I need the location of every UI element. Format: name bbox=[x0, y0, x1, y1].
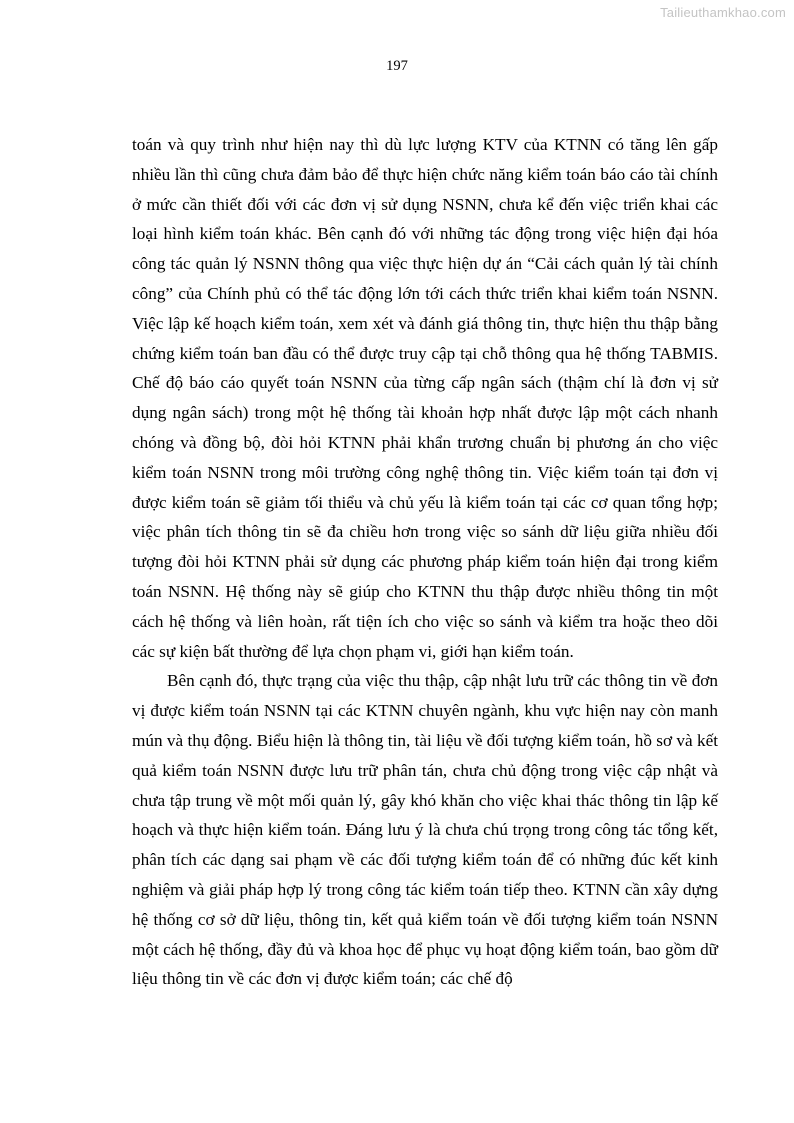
watermark: Tailieuthamkhao.com bbox=[660, 5, 786, 20]
paragraph: toán và quy trình như hiện nay thì dù lực lượng KTV của KTNN có tăng lên gấp nhiều lần thì cũng chưa đảm bảo để thực hiện chức năng kiểm toán báo cáo tài chính ở mức cần thiết đối với các đơn vị sử dụng NSNN, chưa kể đến việc triển khai các loại hình kiểm toán khác. Bên cạnh đó với những tác động trong việc hiện đại hóa công tác quản lý NSNN thông qua việc thực hiện dự án “Cải cách quản lý tài chính công” của Chính phủ có thể tác động lớn tới cách thức triển khai kiểm toán NSNN. Việc lập kế hoạch kiểm toán, xem xét và đánh giá thông tin, thực hiện thu thập bằng chứng kiểm toán ban đầu có thể được truy cập tại chỗ thông qua hệ thống TABMIS. Chế độ báo cáo quyết toán NSNN của từng cấp ngân sách (thậm chí là đơn vị sử dụng ngân sách) trong một hệ thống tài khoản hợp nhất được lập một cách nhanh chóng và đồng bộ, đòi hỏi KTNN phải khẩn trương chuẩn bị phương án cho việc kiểm toán NSNN trong môi trường công nghệ thông tin. Việc kiểm toán tại đơn vị được kiểm toán sẽ giảm tối thiểu và chủ yếu là kiểm toán tại các cơ quan tổng hợp; việc phân tích thông tin sẽ đa chiều hơn trong việc so sánh dữ liệu giữa nhiều đối tượng đòi hỏi KTNN phải sử dụng các phương pháp kiểm toán hiện đại trong kiểm toán NSNN. Hệ thống này sẽ giúp cho KTNN thu thập được nhiều thông tin một cách hệ thống và liên hoàn, rất tiện ích cho việc so sánh và kiểm tra hoặc theo dõi các sự kiện bất thường để lựa chọn phạm vi, giới hạn kiểm toán. bbox=[132, 135, 718, 661]
page-number: 197 bbox=[386, 58, 408, 74]
paragraph: Bên cạnh đó, thực trạng của việc thu thập, cập nhật lưu trữ các thông tin về đơn vị được kiểm toán NSNN tại các KTNN chuyên ngành, khu vực hiện nay còn manh mún và thụ động. Biểu hiện là thông tin, tài liệu về đối tượng kiểm toán, hồ sơ và kết quả kiểm toán NSNN được lưu trữ phân tán, chưa chủ động trong việc cập nhật và chưa tập trung về một mối quản lý, gây khó khăn cho việc khai thác thông tin lập kế hoạch và thực hiện kiểm toán. Đáng lưu ý là chưa chú trọng trong công tác tổng kết, phân tích các dạng sai phạm về các đối tượng kiểm toán để có những đúc kết kinh nghiệm và giải pháp hợp lý trong công tác kiểm toán tiếp theo. KTNN cần xây dựng hệ thống cơ sở dữ liệu, thông tin, kết quả kiểm toán về đối tượng kiểm toán NSNN một cách hệ thống, đầy đủ và khoa học để phục vụ hoạt động kiểm toán, bao gồm dữ liệu thông tin về các đơn vị được kiểm toán; các chế độ bbox=[132, 671, 718, 989]
document-body bbox=[132, 130, 718, 994]
